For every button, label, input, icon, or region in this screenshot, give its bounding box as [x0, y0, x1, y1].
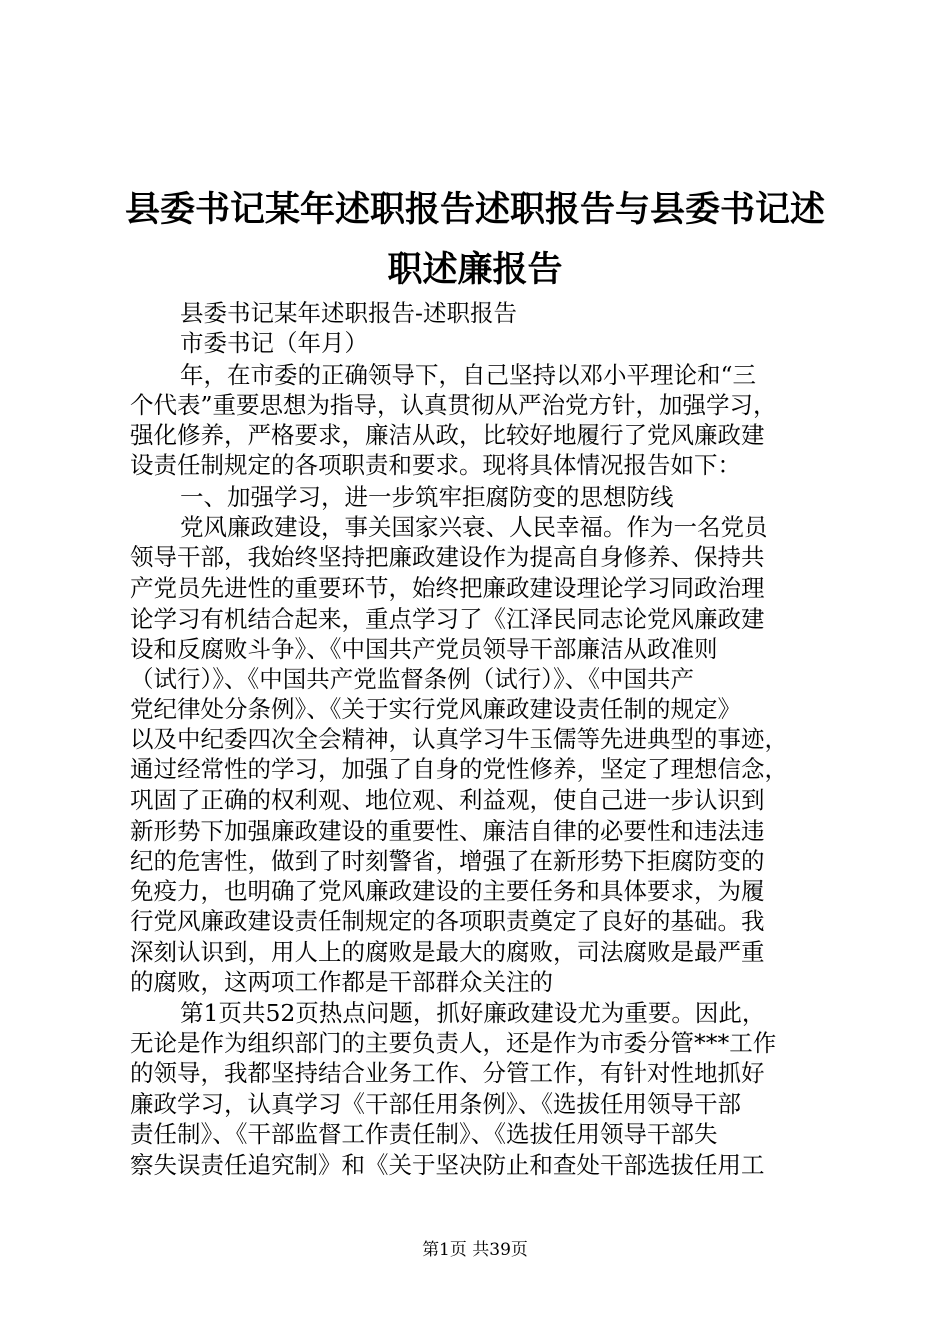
paragraph-line: 以及中纪委四次全会精神，认真学习牛玉儒等先进典型的事迹， [130, 725, 788, 753]
paragraph-line: 免疫力，也明确了党风廉政建设的主要任务和具体要求，为履 [130, 877, 765, 905]
paragraph-line: 第1页共52页热点问题，抓好廉政建设尤为重要。因此， [180, 999, 766, 1027]
paragraph-line: 行党风廉政建设责任制规定的各项职责奠定了良好的基础。我 [130, 907, 765, 935]
paragraph-line: 无论是作为组织部门的主要负责人，还是作为市委分管***工作 [130, 1029, 777, 1057]
paragraph-line: 党纪律处分条例》、《关于实行党风廉政建设责任制的规定》 [130, 695, 741, 723]
subtitle: 县委书记某年述职报告-述职报告 [180, 299, 517, 327]
author-line: 市委书记（年月） [180, 329, 368, 357]
paragraph-line: 强化修养，严格要求，廉洁从政，比较好地履行了党风廉政建 [130, 421, 765, 449]
paragraph-line: 巩固了正确的权利观、地位观、利益观，使自己进一步认识到 [130, 786, 765, 814]
paragraph-line: 年，在市委的正确领导下，自己坚持以邓小平理论和“三 [180, 361, 757, 389]
paragraph-line: 领导干部，我始终坚持把廉政建设作为提高自身修养、保持共 [130, 543, 765, 571]
paragraph-line: 设和反腐败斗争》、《中国共产党员领导干部廉洁从政准则 [130, 635, 718, 663]
paragraph-line: 通过经常性的学习，加强了自身的党性修养，坚定了理想信念， [130, 755, 788, 783]
paragraph-line: 个代表”重要思想为指导，认真贯彻从严治党方针，加强学习， [130, 391, 777, 419]
paragraph-line: 责任制》、《干部监督工作责任制》、《选拔任用领导干部失 [130, 1120, 718, 1148]
section-heading: 一、加强学习，进一步筑牢拒腐防变的思想防线 [180, 483, 674, 511]
paragraph-line: 论学习有机结合起来，重点学习了《江泽民同志论党风廉政建 [130, 605, 765, 633]
paragraph-line: 新形势下加强廉政建设的重要性、廉洁自律的必要性和违法违 [130, 817, 765, 845]
paragraph-line: 党风廉政建设，事关国家兴衰、人民幸福。作为一名党员 [180, 513, 768, 541]
paragraph-line: 设责任制规定的各项职责和要求。现将具体情况报告如下： [130, 451, 741, 479]
paragraph-line: 廉政学习，认真学习《干部任用条例》、《选拔任用领导干部 [130, 1090, 741, 1118]
paragraph-line: 的领导，我都坚持结合业务工作、分管工作，有针对性地抓好 [130, 1059, 765, 1087]
paragraph-line: 深刻认识到，用人上的腐败是最大的腐败，司法腐败是最严重 [130, 938, 765, 966]
paragraph-line: 产党员先进性的重要环节，始终把廉政建设理论学习同政治理 [130, 574, 765, 602]
paragraph-line: 察失误责任追究制》和《关于坚决防止和查处干部选拔任用工 [130, 1151, 765, 1179]
page-footer: 第1页 共39页 [422, 1240, 528, 1260]
document-title-line-1: 县委书记某年述职报告述职报告与县委书记述 [124, 189, 825, 230]
paragraph-line: （试行）》、《中国共产党监督条例（试行）》、《中国共产 [130, 665, 694, 693]
document-title-line-2: 职述廉报告 [387, 249, 563, 290]
paragraph-line: 的腐败，这两项工作都是干部群众关注的 [130, 968, 553, 996]
paragraph-line: 纪的危害性，做到了时刻警省，增强了在新形势下拒腐防变的 [130, 847, 765, 875]
